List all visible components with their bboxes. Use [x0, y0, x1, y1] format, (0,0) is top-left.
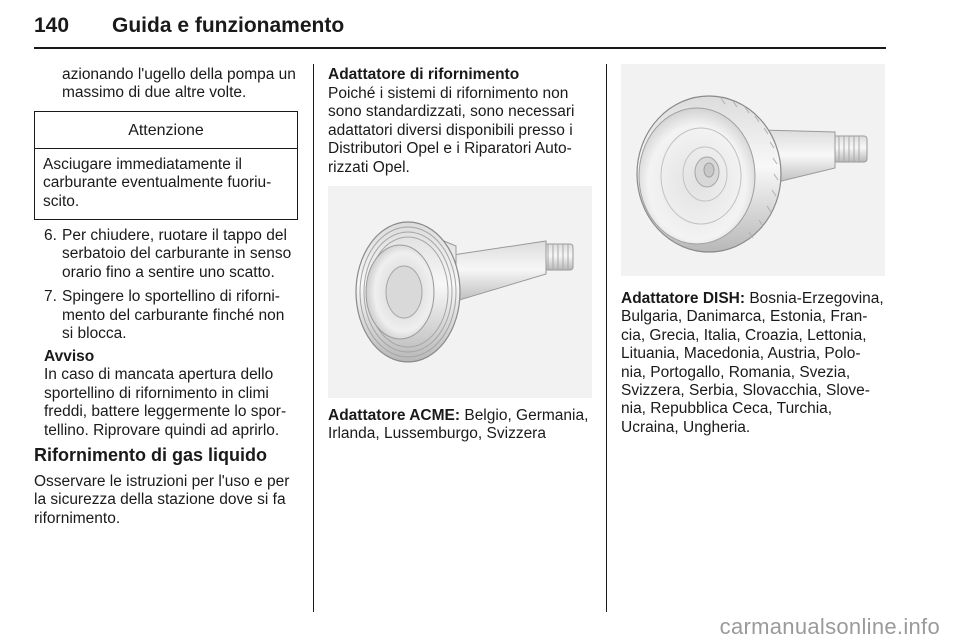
text-line: freddi, battere leggermente lo spor-: [44, 403, 287, 421]
text-line: Ucraina, Ungheria.: [621, 418, 751, 436]
step-number: 7.: [44, 288, 57, 306]
text-line: rifornimento.: [34, 509, 121, 527]
step-number: 6.: [44, 227, 57, 244]
adapter-heading: Adattatore di rifornimento: [328, 66, 520, 83]
text-line: Osservare le istruzioni per l'uso e per: [34, 473, 290, 490]
text-line: Poiché i sistemi di rifornimento non: [328, 85, 569, 102]
note-label: Avviso: [44, 348, 95, 365]
text-line: Distributori Opel e i Riparatori Auto-: [328, 140, 572, 158]
caption-text: Belgio, Germania,: [460, 407, 589, 424]
header-rule: [34, 47, 886, 49]
text-line: adattatori diversi disponibili presso i: [328, 121, 573, 139]
acme-adapter-image: [328, 186, 592, 398]
text-line: sportellino di rifornimento in climi: [44, 384, 269, 402]
text-line: sono standardizzati, sono necessari: [328, 103, 575, 121]
text-line: nia, Portogallo, Romania, Svezia,: [621, 363, 851, 381]
column-divider-left: [313, 64, 314, 612]
page-title: Guida e funzionamento: [112, 14, 345, 37]
section-paragraph: [34, 473, 302, 528]
caption-text: Bosnia-Erzegovina,: [745, 290, 884, 307]
text-line: nia, Repubblica Ceca, Turchia,: [621, 400, 833, 418]
text-line: Spingere lo sportellino di riforni-: [62, 288, 280, 306]
column-divider-right: [606, 64, 607, 612]
text-line: la sicurezza della stazione dove si fa: [34, 491, 286, 509]
text-line: In caso di mancata apertura dello: [44, 366, 274, 384]
warning-title: Attenzione: [35, 112, 297, 149]
note-block: [44, 348, 300, 440]
text-line: Bulgaria, Danimarca, Estonia, Fran-: [621, 308, 868, 326]
step-list: [34, 227, 300, 349]
text-line: cia, Grecia, Italia, Croazia, Lettonia,: [621, 326, 867, 344]
dish-adapter-illustration: [621, 64, 885, 276]
text-line: tellino. Riprovare quindi ad aprirlo.: [44, 421, 280, 439]
dish-caption: [621, 290, 891, 437]
acme-caption: [328, 407, 596, 444]
page-number: 140: [34, 14, 70, 37]
acme-adapter-illustration: [328, 186, 592, 398]
text-line: Per chiudere, ruotare il tappo del: [62, 227, 287, 244]
text-line: [621, 290, 891, 308]
text-line: scito.: [43, 192, 80, 210]
section-heading: Rifornimento di gas liquido: [34, 445, 267, 465]
text-line: serbatoio del carburante in senso: [62, 245, 292, 263]
list-item: [34, 288, 300, 343]
warning-box: [34, 111, 298, 220]
warning-text: [35, 149, 297, 211]
text-line: Irlanda, Lussemburgo, Svizzera: [328, 425, 546, 443]
text-line: massimo di due altre volte.: [62, 84, 247, 102]
text-line: azionando l'ugello della pompa un: [62, 66, 296, 83]
text-line: rizzati Opel.: [328, 158, 410, 176]
text-line: [328, 407, 596, 425]
text-line: Svizzera, Serbia, Slovacchia, Slove-: [621, 382, 870, 400]
text-line: Asciugare immediatamente il: [43, 156, 243, 173]
adapter-paragraph: [328, 85, 592, 177]
watermark: carmanualsonline.info: [719, 614, 940, 639]
dish-adapter-image: [621, 64, 885, 276]
intro-paragraph: [62, 66, 302, 103]
text-line: si blocca.: [62, 325, 127, 343]
text-line: mento del carburante finché non: [62, 306, 285, 324]
text-line: orario fino a sentire uno scatto.: [62, 263, 275, 281]
text-line: Lituania, Macedonia, Austria, Polo-: [621, 345, 861, 363]
dish-label: Adattatore DISH:: [621, 290, 746, 307]
text-line: carburante eventualmente fuoriu-: [43, 174, 272, 192]
list-item: [34, 227, 300, 282]
acme-label: Adattatore ACME:: [328, 407, 461, 424]
